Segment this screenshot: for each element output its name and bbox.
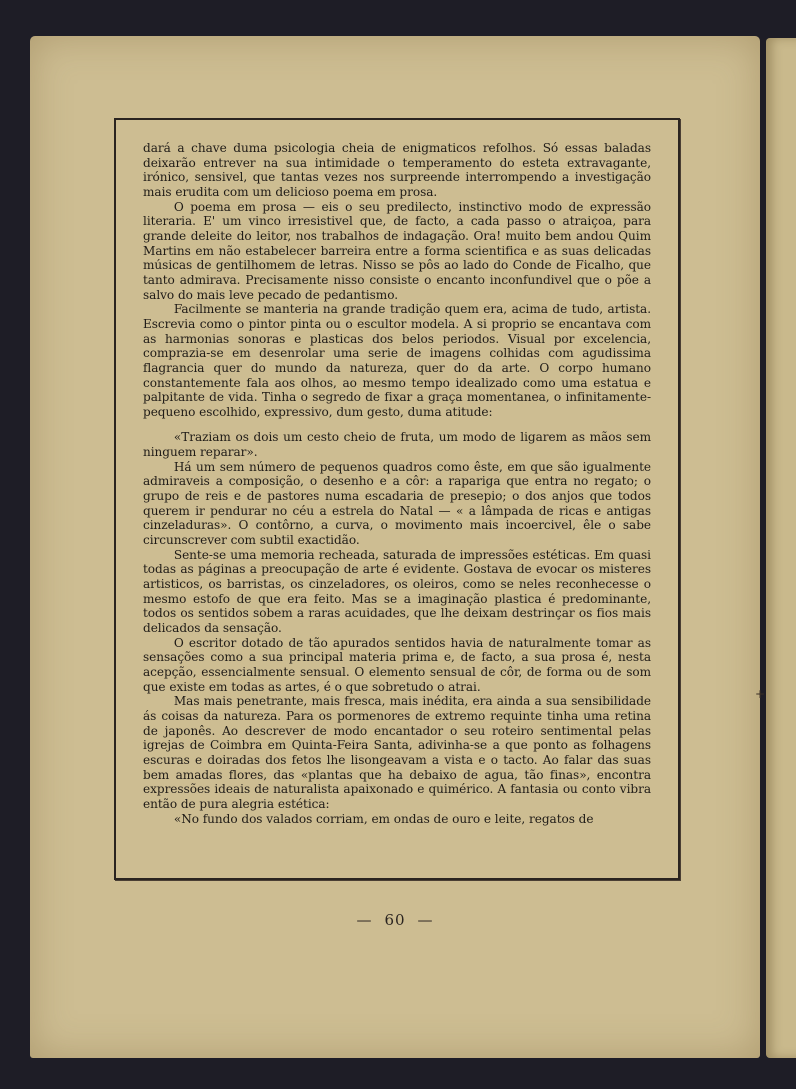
text-frame	[114, 118, 680, 880]
page-number-dash-right: —	[417, 911, 434, 929]
paragraph-6: Sente-se uma memoria recheada, saturada de impressões estéticas. Em quasi todas as páginas a preocupação de arte é evidente. Gostava de evocar os misteres artisticos, os barristas, os cinzeladores, os oleiros, como se neles reconhecesse o mesmo estofo de que era feito. Mas se a imaginação plastica é predominante, todos os sentidos sobem a raras acuidades, que lhe deixam destrinçar os fios mais delicados da sensação.	[143, 547, 651, 635]
paragraph-1: dará a chave duma psicologia cheia de enigmaticos refolhos. Só essas baladas deixarão entrever na sua intimidade o temperamento do esteta extravagante, irónico, sensivel, que tantas vezes nos surpreende interrompendo a investigação mais erudita com um delicioso poema em prosa.	[143, 141, 651, 199]
paragraph-3: Facilmente se manteria na grande tradição quem era, acima de tudo, artista. Escrevia como o pintor pinta ou o escultor modela. A si proprio se encantava com as harmonias sonoras e plasticas dos belos periodos. Visual por excelencia, comprazia-se em desenrolar uma serie de imagens colhidas com agudissima flagrancia quer do mundo da natureza, quer do da arte. O corpo humano constantemente fala aos olhos, ao mesmo tempo idealizado como uma estatua e palpitante de vida. Tinha o segredo de fixar a graça momentanea, o infinitamente-pequeno escolhido, expressivo, dum gesto, duma atitude:	[143, 302, 651, 419]
book-page	[30, 36, 760, 1058]
page-number-dash-left: —	[356, 911, 373, 929]
page-number-value: 60	[384, 911, 406, 929]
next-page-edge	[766, 38, 796, 1058]
margin-cross-mark: +	[755, 687, 766, 701]
paragraph-9: «No fundo dos valados corriam, em ondas de ouro e leite, regatos de	[173, 811, 594, 826]
paragraph-5: Há um sem número de pequenos quadros como êste, em que são igualmente admiraveis a composição, o desenho e a côr: a rapariga que entra no regato; o grupo de reis e de pastores numa escadaria de presepio; o dos anjos que todos querem ir pendurar no céu a estrela do Natal — « a lâmpada de ricas e antigas cinzeladuras». O contôrno, a curva, o movimento mais incoercivel, êle o sabe circunscrever com subtil exactidão.	[143, 459, 651, 548]
quotation-paragraph: «Traziam os dois um cesto cheio de fruta, um modo de ligarem as mãos sem ninguem reparar».	[143, 430, 651, 460]
page-number	[30, 911, 760, 929]
body-text	[143, 141, 651, 826]
paragraph-8: Mas mais penetrante, mais fresca, mais inédita, era ainda a sua sensibilidade ás coisas da natureza. Para os pormenores de extremo requinte tinha uma retina de japonês. Ao descrever de modo encantador o seu roteiro sentimental pelas igrejas de Coimbra em Quinta-Feira Santa, adivinha-se a que ponto as folhagens escuras e doiradas dos fetos lhe lisongeavam a vista e o tacto. Ao falar das suas bem amadas flores, das «plantas que ha debaixo de agua, tão finas», encontra expressões ideais de naturalista apaixonado e quimérico. A fantasia ou conto vibra então de pura alegria estética:	[143, 694, 651, 811]
paragraph-7: O escritor dotado de tão apurados sentidos havia de naturalmente tomar as sensações como a sua principal materia prima e, de facto, a sua prosa é, nesta acepção, essencialmente sensual. O elemento sensual de côr, de forma ou de som que existe em todas as artes, é o que sobretudo o atrai.	[143, 635, 651, 694]
paragraph-2: O poema em prosa — eis o seu predilecto, instinctivo modo de expressão literaria. E' um vinco irresistivel que, de facto, a cada passo o atraiçoa, para grande deleite do leitor, nos trabalhos de indagação. Ora! muito bem andou Quim Martins em não estabelecer barreira entre a forma scientifica e as suas delicadas músicas de gentilhomem de letras. Nisso se pôs ao lado do Conde de Ficalho, que tanto admirava. Precisamente nisso consiste o encanto inconfundivel que o põe a salvo do mais leve pecado de pedantismo.	[143, 199, 651, 302]
